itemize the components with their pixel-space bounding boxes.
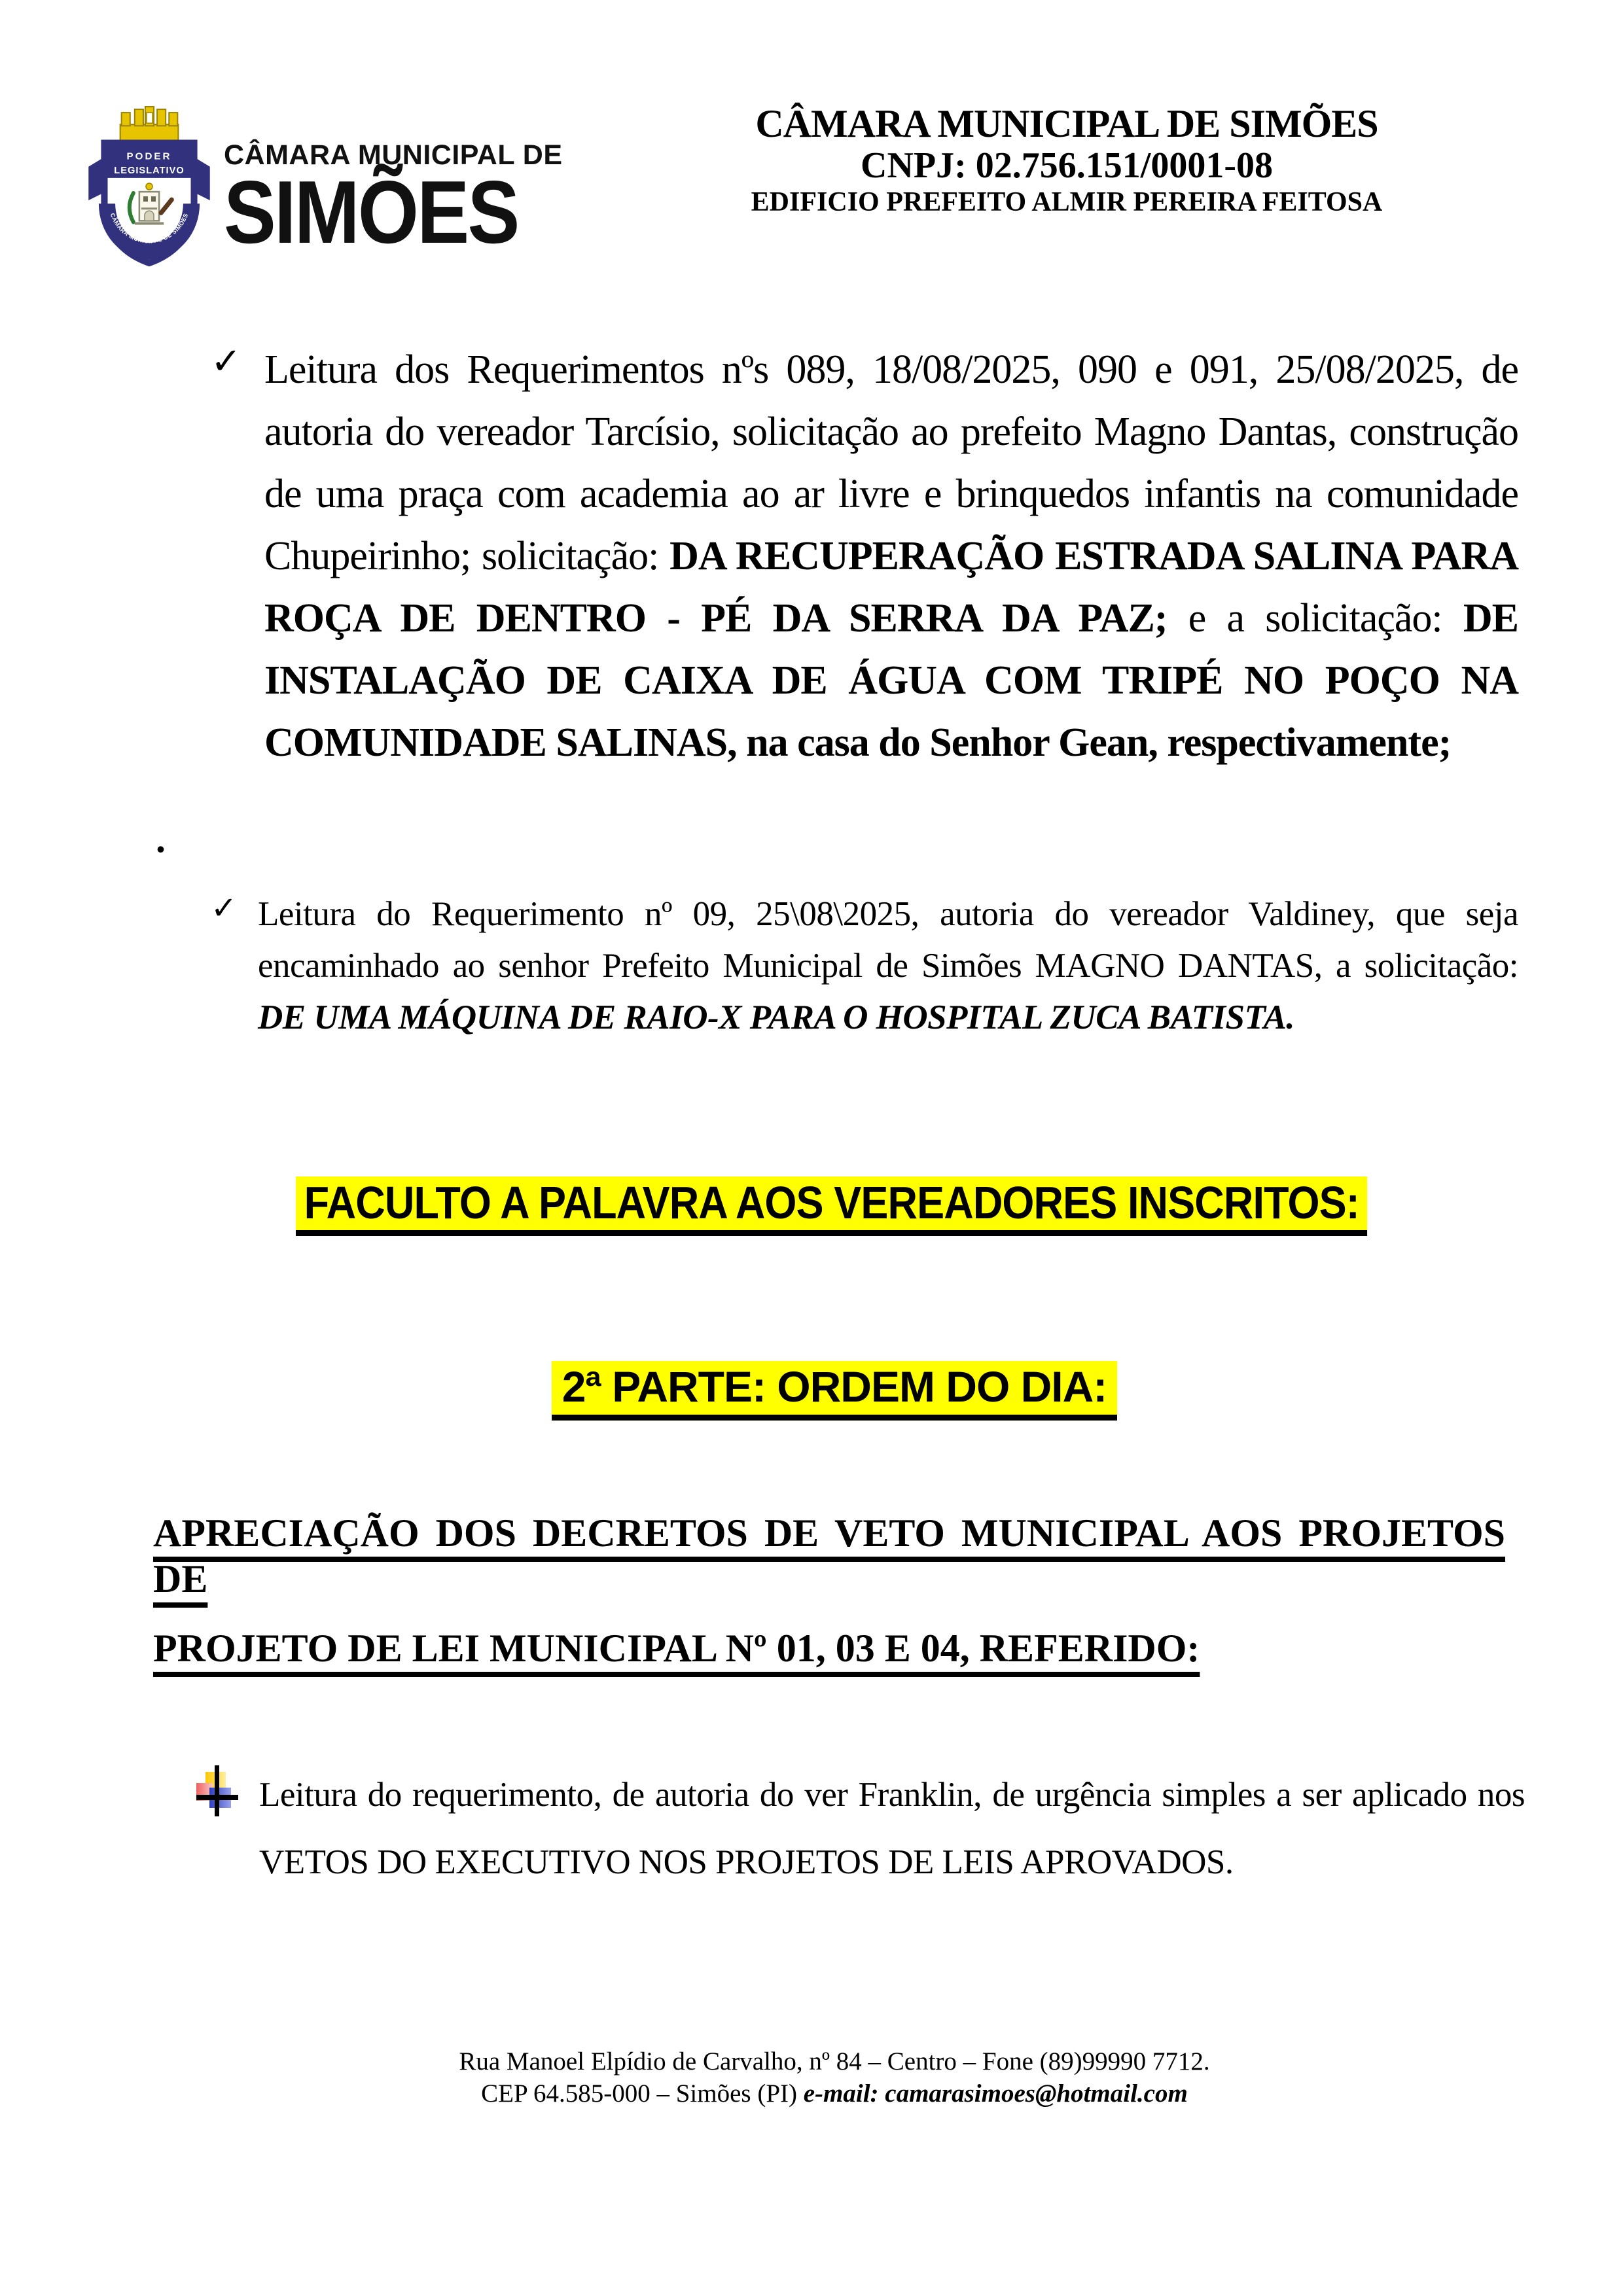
text-segment: e-mail: camarasimoes@hotmail.com	[803, 2079, 1188, 2108]
heading-ordem-do-dia-wrap	[43, 1361, 1623, 1421]
colored-cross-bullet-icon	[196, 1772, 237, 1814]
logo-org-line2: SIMÕES	[224, 162, 518, 262]
stray-period: .	[156, 817, 166, 860]
crest-star	[146, 183, 152, 190]
letterhead-building: EDIFICIO PREFEITO ALMIR PEREIRA FEITOSA	[751, 187, 1383, 217]
list-item	[211, 889, 1518, 1044]
requerimento-09-paragraph	[211, 889, 1518, 1044]
footer-address-line: Rua Manoel Elpídio de Carvalho, nº 84 – Centro – Fone (89)99990 7712.	[459, 2047, 1210, 2075]
crest-tower-window-right	[151, 196, 156, 202]
cross-vertical-bar	[215, 1765, 219, 1816]
document-footer	[43, 2045, 1623, 2110]
text-segment: DA RECUPERAÇÃO ESTRADA SALINA PARA ROÇA DE DENTRO - PÉ DA SERRA DA PAZ;	[264, 534, 1518, 641]
text-segment: DE UMA MÁQUINA DE RAIO-X PARA O HOSPITAL ZUCA BATISTA.	[258, 998, 1295, 1036]
text-segment: DE INSTALAÇÃO DE CAIXA DE ÁGUA COM TRIPÉ NO POÇO NA COMUNIDADE SALINAS, na casa do Senhor Gean, respectivamente;	[264, 596, 1518, 765]
crest-crown	[120, 107, 179, 141]
letterhead-title: CÂMARA MUNICIPAL DE SIMÕES	[755, 102, 1378, 145]
crest-band-text-2: LEGISLATIVO	[114, 165, 185, 176]
municipal-logo	[82, 103, 563, 268]
text-segment: Leitura do Requerimento nº 09, 25\08\2025, autoria do vereador Valdiney, que seja encaminhado ao senhor Prefeito Municipal de Simões MAGNO DANTAS, a solicitação:	[258, 895, 1518, 985]
heading-apreciacao-line1: APRECIAÇÃO DOS DECRETOS DE VETO MUNICIPAL AOS PROJETOS DE	[153, 1511, 1505, 1600]
crest-tower-door	[145, 211, 154, 221]
footer-cep-email-line	[43, 2077, 1623, 2110]
checkmark-bullet-icon: ✓	[211, 340, 241, 383]
text-segment: Leitura do requerimento, de autoria do ver Franklin, de urgência simples a ser aplicado nos VETOS DO EXECUTIVO NOS PROJETOS DE LEIS APROVADOS.	[259, 1776, 1525, 1881]
crest-crown-window	[147, 113, 152, 123]
crest-tower-window-left	[143, 196, 148, 202]
checkmark-bullet-icon: ✓	[211, 890, 238, 927]
crest-tower-ledge	[141, 207, 157, 209]
heading-apreciacao	[153, 1510, 1505, 1671]
heading-apreciacao-line2: PROJETO DE LEI MUNICIPAL Nº 01, 03 E 04, REFERIDO:	[153, 1627, 1200, 1670]
list-item	[211, 339, 1518, 774]
text-segment: e a solicitação:	[1188, 596, 1463, 641]
coat-of-arms-icon	[82, 103, 216, 268]
logo-org-line1: CÂMARA MUNICIPAL DE	[224, 139, 563, 171]
heading-ordem-do-dia: 2ª PARTE: ORDEM DO DIA:	[552, 1361, 1118, 1421]
list-item	[196, 1761, 1525, 1896]
text-segment: Leitura dos Requerimentos nºs 089, 18/08/2025, 090 e 091, 25/08/2025, de autoria do vereador Tarcísio, solicitação ao prefeito Magno Dantas, construção de uma praça com academia ao ar livre e brinquedos infantis na comunidade Chupeirinho; solicitação:	[264, 347, 1518, 578]
letterhead-cnpj: CNPJ: 02.756.151/0001-08	[861, 145, 1273, 186]
logo-text-block	[224, 140, 563, 268]
crest-band-text-1: PODER	[126, 150, 172, 162]
heading-faculto-wrap	[41, 1176, 1623, 1236]
heading-faculto-palavra: FACULTO A PALAVRA AOS VEREADORES INSCRITOS:	[296, 1176, 1367, 1236]
letterhead-block	[740, 102, 1394, 219]
cross-horizontal-bar	[196, 1795, 238, 1800]
requerimentos-paragraph	[211, 339, 1518, 774]
crest-banner-text: CÂMARA MUNICIPAL DE SIMÕES	[109, 212, 190, 245]
text-segment: CEP 64.585-000 – Simões (PI)	[481, 2079, 804, 2108]
vetos-paragraph	[196, 1761, 1525, 1896]
